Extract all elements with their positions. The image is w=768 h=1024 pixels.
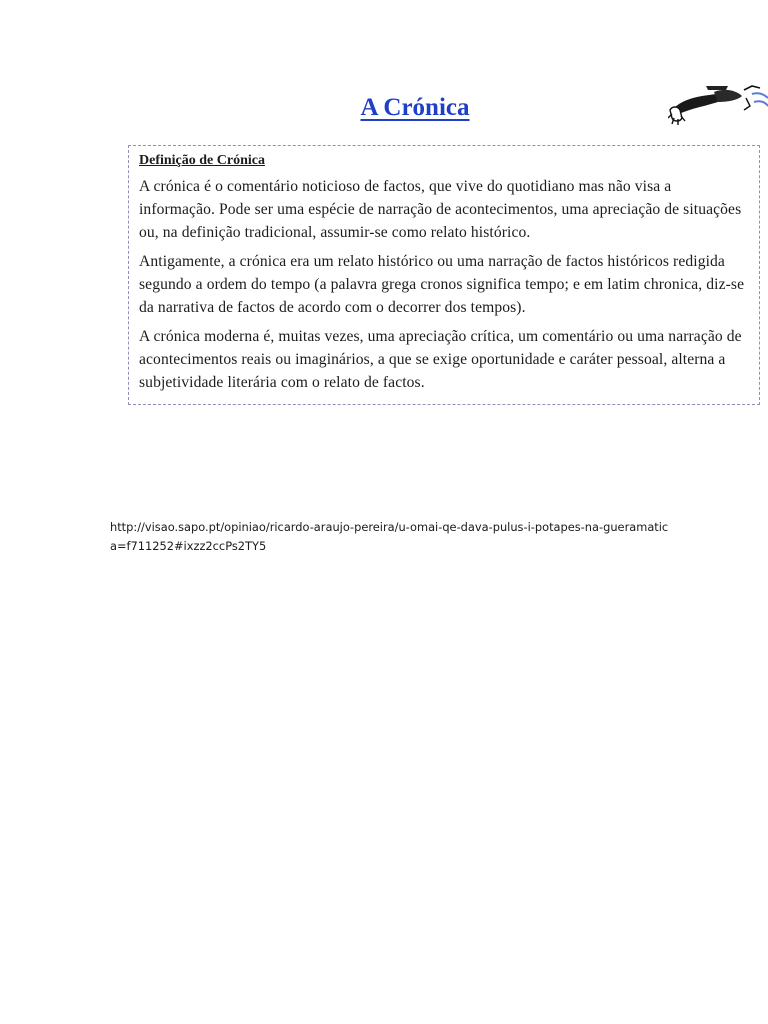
history-paragraph: Antigamente, a crónica era um relato histórico ou uma narração de factos históricos redigida segundo a ordem do tempo (a palavra grega cronos significa tempo; e em latim chronica, diz-se da narrativa de factos de acordo com o decorrer dos tempos). — [139, 253, 745, 316]
definition-box — [128, 145, 760, 405]
source-url[interactable]: http://visao.sapo.pt/opiniao/ricardo-araujo-pereira/u-omai-qe-dava-pulus-i-potapes-na-gueramatica=f711252#ixzz2ccPs2TY5 — [110, 520, 669, 553]
page-title: A Crónica — [360, 94, 470, 121]
modern-chronicle-paragraph: A crónica moderna é, muitas vezes, uma apreciação crítica, um comentário ou uma narração de acontecimentos reais ou imaginários, a que se exige oportunidade e caráter pessoal, alterna a subjetividade literária com o relato de factos. — [139, 328, 742, 391]
definition-heading: Definição de Crónica — [139, 153, 265, 168]
cartoon-figure-icon — [668, 84, 768, 128]
definition-paragraph: A crónica é o comentário noticioso de factos, que vive do quotidiano mas não visa a informação. Pode ser uma espécie de narração de acontecimentos, uma apreciação de situações ou, na definição tradicional, assumir-se como relato histórico. — [139, 178, 742, 241]
